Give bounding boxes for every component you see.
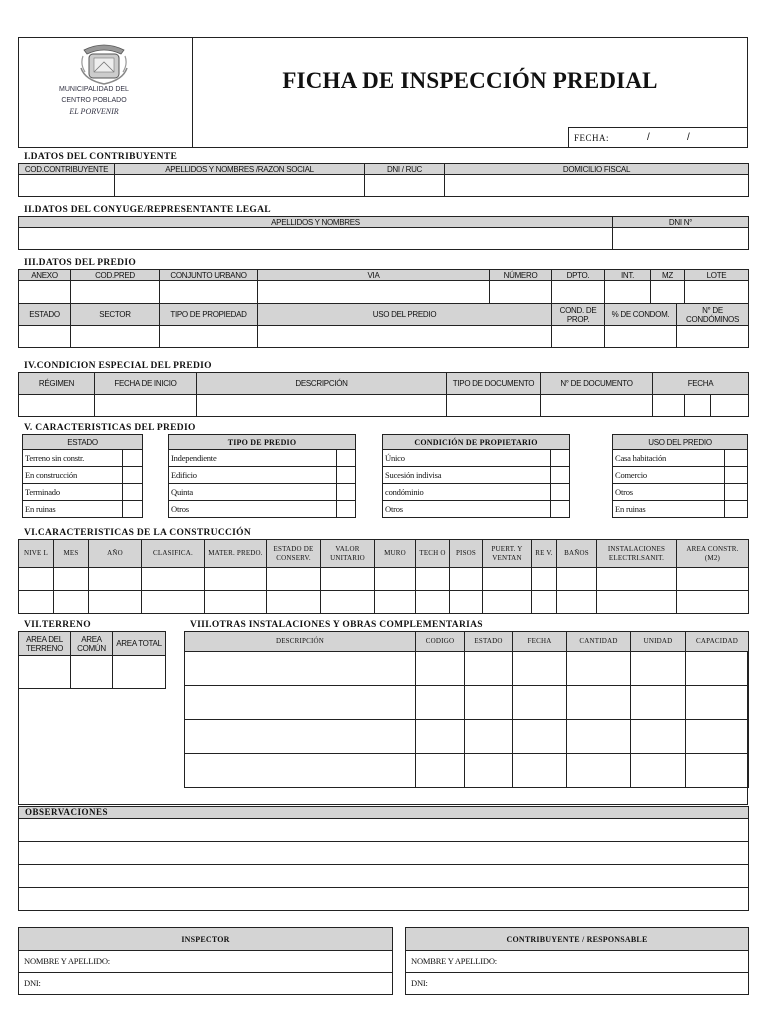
uso-predio-item-label: Casa habitación [613,450,725,467]
construccion-cell[interactable] [142,591,205,614]
field-dpto[interactable] [552,281,605,304]
estado-item-label: Terreno sin constr. [23,450,123,467]
org-name-line2: CENTRO POBLADO [61,97,127,104]
uso-predio-check-box[interactable] [725,450,748,467]
col-codigo: CODIGO [416,632,465,652]
col-mes: MES [54,540,89,568]
section-title-construccion: VI.CARACTERISTICAS DE LA CONSTRUCCIÓN [24,528,252,538]
field-sector[interactable] [71,326,160,348]
obra-cell[interactable] [185,686,416,720]
obra-cell[interactable] [465,754,513,788]
col-puert-ventan: PUERT. Y VENTAN [483,540,532,568]
field-fecha-mes[interactable] [685,395,711,417]
obra-cell[interactable] [465,686,513,720]
observaciones-table [18,806,749,911]
construccion-cell[interactable] [416,591,450,614]
col-anio: AÑO [89,540,142,568]
construccion-cell[interactable] [677,591,749,614]
col-descripcion-obra: DESCRIPCIÓN [185,632,416,652]
predio-table-2 [18,303,749,348]
terreno-table [18,631,166,689]
obra-cell[interactable] [465,720,513,754]
uso-predio-item-label: En ruinas [613,501,725,518]
col-valor-unitario: VALOR UNITARIO [321,540,375,568]
construccion-cell[interactable] [321,591,375,614]
condicion-propietario-item-label: Sucesión indivisa [383,467,551,484]
obra-cell[interactable] [416,720,465,754]
construccion-cell[interactable] [597,568,677,591]
obra-cell[interactable] [686,686,749,720]
construccion-cell[interactable] [557,568,597,591]
obra-cell[interactable] [513,720,567,754]
construccion-cell[interactable] [267,591,321,614]
col-domicilio-fiscal: DOMICILIO FISCAL [445,164,749,175]
construccion-cell[interactable] [375,568,416,591]
col-area-comun: AREA COMÚN [71,632,113,656]
condicion-propietario-head: CONDICIÓN DE PROPIETARIO [383,435,570,450]
condicion-propietario-check-box[interactable] [551,467,570,484]
inspector-signature-table [18,927,393,995]
construccion-cell[interactable] [557,591,597,614]
condicion-propietario-item-label: Otros [383,501,551,518]
col-dni-conyuge: DNI N° [613,217,749,228]
section-title-otras-instalaciones: VIII.OTRAS INSTALACIONES Y OBRAS COMPLEMENTARIAS [190,620,483,630]
uso-predio-item-label: Otros [613,484,725,501]
construccion-cell[interactable] [19,591,54,614]
uso-predio-check-box[interactable] [725,484,748,501]
field-area-terreno[interactable] [19,656,71,689]
col-conjunto-urbano: CONJUNTO URBANO [160,270,258,281]
obra-cell[interactable] [567,686,631,720]
col-apellidos-nombres: APELLIDOS Y NOMBRES [19,217,613,228]
obra-cell[interactable] [185,754,416,788]
obra-cell[interactable] [513,686,567,720]
col-cod-pred: COD.PRED [71,270,160,281]
obra-cell[interactable] [465,652,513,686]
fecha-slash-1: / [647,132,650,143]
condicion-propietario-item-label: condóminio [383,484,551,501]
construccion-cell[interactable] [597,591,677,614]
col-banos: BAÑOS [557,540,597,568]
col-descripcion: DESCRIPCIÓN [197,373,447,395]
field-fecha-dia[interactable] [653,395,685,417]
conyuge-table [18,216,749,250]
col-int: INT. [605,270,651,281]
construccion-cell[interactable] [267,568,321,591]
condicion-propietario-item-label: Único [383,450,551,467]
field-mz[interactable] [651,281,685,304]
tipo-predio-check-box[interactable] [337,501,356,518]
observaciones-title: OBSERVACIONES [19,807,749,819]
estado-item-label: En construcción [23,467,123,484]
obra-cell[interactable] [631,686,686,720]
otras-instalaciones-table [184,631,749,788]
estado-check-box[interactable] [123,484,143,501]
construccion-cell[interactable] [375,591,416,614]
field-uso-predio[interactable] [258,326,552,348]
field-anexo[interactable] [19,281,71,304]
col-estado-obra: ESTADO [465,632,513,652]
tipo-predio-item-label: Quinta [169,484,337,501]
field-cond-prop[interactable] [552,326,605,348]
construccion-cell[interactable] [54,568,89,591]
contribuyente-nombre-label[interactable]: NOMBRE Y APELLIDO: [406,951,749,973]
col-regimen: RÉGIMEN [19,373,95,395]
section-title-contribuyente: I.DATOS DEL CONTRIBUYENTE [24,152,178,162]
obra-cell[interactable] [567,754,631,788]
observaciones-line[interactable] [19,865,749,888]
construccion-cell[interactable] [321,568,375,591]
obra-cell[interactable] [686,720,749,754]
obra-cell[interactable] [686,652,749,686]
col-pct-condom: % DE CONDOM. [605,304,677,326]
header-box [18,37,748,148]
field-int[interactable] [605,281,651,304]
construccion-cell[interactable] [89,591,142,614]
tipo-predio-head: TIPO DE PREDIO [169,435,356,450]
construccion-cell[interactable] [450,591,483,614]
field-numero[interactable] [490,281,552,304]
fecha-slash-2: / [687,132,690,143]
section-title-predio: III.DATOS DEL PREDIO [24,258,137,268]
org-name-line1: MUNICIPALIDAD DEL [59,86,129,93]
construccion-table [18,539,749,614]
col-rev: RE V. [532,540,557,568]
uso-predio-check-box[interactable] [725,501,748,518]
construccion-cell[interactable] [205,568,267,591]
col-muro: MURO [375,540,416,568]
field-tipo-propiedad[interactable] [160,326,258,348]
col-area-terreno: AREA DEL TERRENO [19,632,71,656]
section-title-condicion-especial: IV.CONDICION ESPECIAL DEL PREDIO [24,361,212,371]
field-tipo-documento[interactable] [447,395,541,417]
condicion-propietario-check-box[interactable] [551,484,570,501]
field-via[interactable] [258,281,490,304]
construccion-cell[interactable] [416,568,450,591]
col-lote: LOTE [685,270,749,281]
org-name-line3: EL PORVENIR [69,107,119,116]
condicion-propietario-check-box[interactable] [551,450,570,467]
col-cod-contribuyente: COD.CONTRIBUYENTE [19,164,115,175]
construccion-cell[interactable] [483,568,532,591]
obra-cell[interactable] [686,754,749,788]
estado-check-box[interactable] [123,450,143,467]
field-dni-conyuge[interactable] [613,228,749,250]
col-fecha-obra: FECHA [513,632,567,652]
col-techo: TECH O [416,540,450,568]
field-area-total[interactable] [113,656,166,689]
construccion-cell[interactable] [205,591,267,614]
col-num-documento: N° DE DOCUMENTO [541,373,653,395]
observaciones-line[interactable] [19,819,749,842]
construccion-cell[interactable] [142,568,205,591]
col-area-constr: AREA CONSTR. (M2) [677,540,749,568]
uso-predio-check-box[interactable] [725,467,748,484]
obra-cell[interactable] [513,754,567,788]
obra-cell[interactable] [567,652,631,686]
col-uso-predio: USO DEL PREDIO [258,304,552,326]
col-area-total: AREA TOTAL [113,632,166,656]
col-tipo-propiedad: TIPO DE PROPIEDAD [160,304,258,326]
col-fecha-inicio: FECHA DE INICIO [95,373,197,395]
estado-check-box[interactable] [123,467,143,484]
contribuyente-table [18,163,749,197]
obra-cell[interactable] [567,720,631,754]
section-title-terreno: VII.TERRENO [24,620,91,630]
tipo-predio-check-box[interactable] [337,450,356,467]
estado-head: ESTADO [23,435,143,450]
field-pct-condom[interactable] [605,326,677,348]
predio-table-1 [18,269,749,304]
obra-cell[interactable] [185,652,416,686]
field-fecha-inicio[interactable] [95,395,197,417]
field-estado[interactable] [19,326,71,348]
tipo-predio-item-label: Otros [169,501,337,518]
observaciones-line[interactable] [19,888,749,911]
col-cond-prop: COND. DE PROP. [552,304,605,326]
col-clasifica: CLASIFICA. [142,540,205,568]
col-nivel: NIVE L [19,540,54,568]
col-dpto: DPTO. [552,270,605,281]
tipo-predio-check-box[interactable] [337,467,356,484]
obra-cell[interactable] [631,754,686,788]
tipo-predio-item-label: Edificio [169,467,337,484]
field-num-documento[interactable] [541,395,653,417]
condicion-especial-table [18,372,749,417]
estado-item-label: En ruinas [23,501,123,518]
field-domicilio-fiscal[interactable] [445,175,749,197]
construccion-cell[interactable] [532,568,557,591]
col-fecha: FECHA [653,373,749,395]
col-capacidad: CAPACIDAD [686,632,749,652]
col-unidad: UNIDAD [631,632,686,652]
estado-checklist [22,434,143,518]
obra-cell[interactable] [631,720,686,754]
construccion-cell[interactable] [54,591,89,614]
obra-cell[interactable] [185,720,416,754]
col-anexo: ANEXO [19,270,71,281]
construccion-cell[interactable] [450,568,483,591]
logo-panel [19,38,193,147]
fecha-label: FECHA: [574,133,610,143]
municipal-crest-icon [79,42,129,86]
col-apellidos-razon: APELLIDOS Y NOMBRES /RAZON SOCIAL [115,164,365,175]
field-fecha-anio[interactable] [711,395,749,417]
field-cod-contribuyente[interactable] [19,175,115,197]
col-mater-predo: MATER. PREDO. [205,540,267,568]
construccion-cell[interactable] [677,568,749,591]
field-apellidos-razon[interactable] [115,175,365,197]
field-num-condominos[interactable] [677,326,749,348]
uso-predio-head: USO DEL PREDIO [613,435,748,450]
obra-cell[interactable] [416,754,465,788]
contribuyente-dni-label[interactable]: DNI: [406,973,749,995]
field-dni-ruc[interactable] [365,175,445,197]
field-apellidos-nombres[interactable] [19,228,613,250]
fecha-box[interactable] [568,127,748,148]
inspector-title: INSPECTOR [19,928,393,951]
page-title: FICHA DE INSPECCIÓN PREDIAL [282,68,658,93]
inspector-dni-label[interactable]: DNI: [19,973,393,995]
field-conjunto-urbano[interactable] [160,281,258,304]
inspector-nombre-label[interactable]: NOMBRE Y APELLIDO: [19,951,393,973]
obra-cell[interactable] [416,686,465,720]
estado-item-label: Terminado [23,484,123,501]
col-numero: NÚMERO [490,270,552,281]
tipo-predio-item-label: Independiente [169,450,337,467]
tipo-predio-check-box[interactable] [337,484,356,501]
construccion-cell[interactable] [483,591,532,614]
col-num-condominos: N° DE CONDÓMINOS [677,304,749,326]
observaciones-line[interactable] [19,842,749,865]
col-instalaciones: INSTALACIONES ELECTRI.SANIT. [597,540,677,568]
uso-predio-item-label: Comercio [613,467,725,484]
estado-check-box[interactable] [123,501,143,518]
contribuyente-title: CONTRIBUYENTE / RESPONSABLE [406,928,749,951]
col-estado: ESTADO [19,304,71,326]
col-mz: MZ [651,270,685,281]
col-pisos: PISOS [450,540,483,568]
construccion-cell[interactable] [19,568,54,591]
col-via: VIA [258,270,490,281]
obra-cell[interactable] [416,652,465,686]
obra-cell[interactable] [631,652,686,686]
col-estado-conserv: ESTADO DE CONSERV. [267,540,321,568]
field-area-comun[interactable] [71,656,113,689]
condicion-propietario-check-box[interactable] [551,501,570,518]
contribuyente-signature-table [405,927,749,995]
col-tipo-documento: TIPO DE DOCUMENTO [447,373,541,395]
col-sector: SECTOR [71,304,160,326]
uso-predio-checklist [612,434,748,518]
condicion-propietario-checklist [382,434,570,518]
tipo-predio-checklist [168,434,356,518]
field-regimen[interactable] [19,395,95,417]
field-descripcion[interactable] [197,395,447,417]
col-cantidad: CANTIDAD [567,632,631,652]
construccion-cell[interactable] [89,568,142,591]
field-cod-pred[interactable] [71,281,160,304]
field-lote[interactable] [685,281,749,304]
construccion-cell[interactable] [532,591,557,614]
section-title-caracteristicas-predio: V. CARACTERISTICAS DEL PREDIO [24,423,196,433]
section-title-conyuge: II.DATOS DEL CONYUGE/REPRESENTANTE LEGAL [24,205,271,215]
col-dni-ruc: DNI / RUC [365,164,445,175]
obra-cell[interactable] [513,652,567,686]
